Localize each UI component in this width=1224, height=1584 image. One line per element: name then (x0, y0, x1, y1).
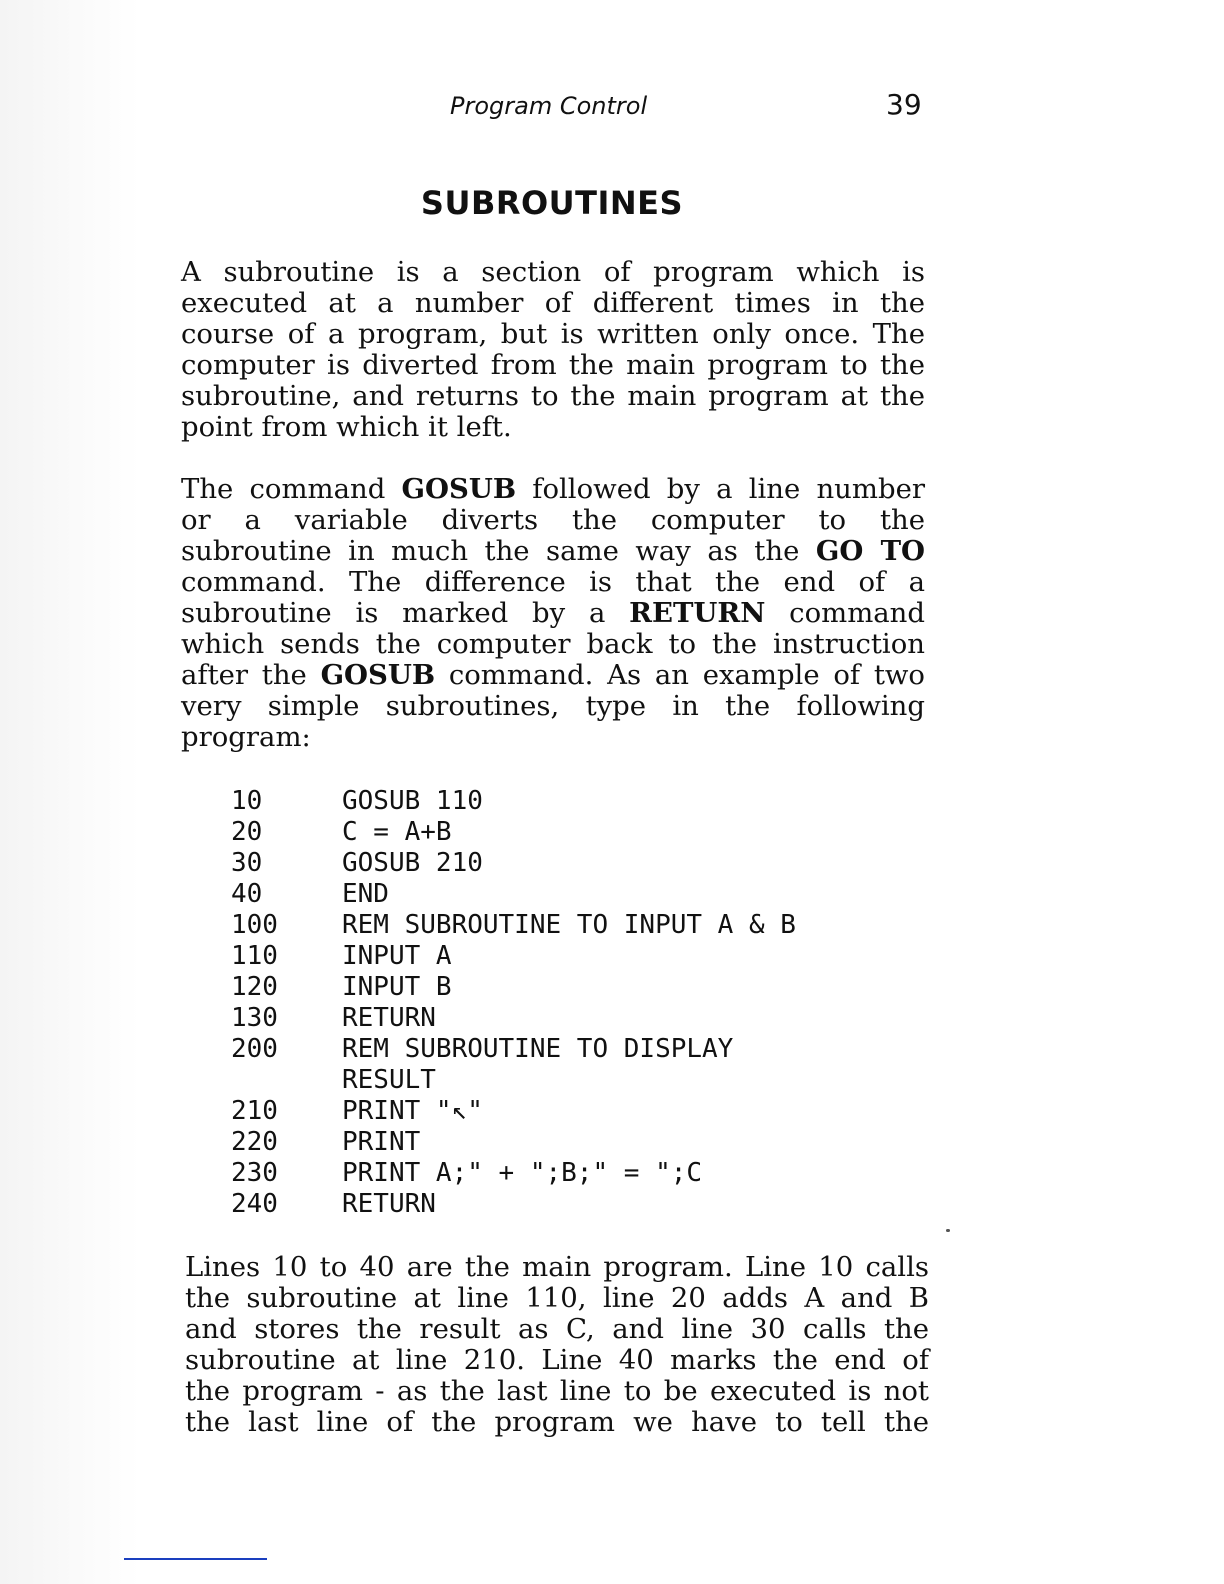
print-speck (946, 1229, 950, 1232)
code-statement: PRINT "↖" (342, 1096, 483, 1126)
code-statement: RESULT (342, 1065, 436, 1095)
code-line (231, 879, 796, 910)
code-statement: RETURN (342, 1189, 436, 1219)
line-number: 40 (231, 879, 263, 909)
code-line (231, 817, 796, 848)
keyword-gosub: GOSUB (401, 473, 517, 505)
text-line: subroutine at line 210. Line 40 marks the end of (185, 1344, 929, 1376)
code-statement: GOSUB 210 (342, 848, 483, 878)
line-number: 220 (231, 1127, 278, 1157)
code-line (231, 1189, 796, 1220)
code-statement: END (342, 879, 389, 909)
text-line: or a variable diverts the computer to the (181, 504, 925, 536)
text-line: course of a program, but is written only once. The (181, 318, 925, 350)
code-line (231, 1158, 796, 1189)
code-line (231, 848, 796, 879)
code-statement: INPUT B (342, 972, 452, 1002)
line-number: 100 (231, 910, 278, 940)
text-line: and stores the result as C, and line 30 calls the (185, 1313, 929, 1345)
keyword-goto: GO TO (815, 535, 925, 567)
text-line: The command GOSUB followed by a line number (181, 473, 925, 505)
code-statement: REM SUBROUTINE TO INPUT A & B (342, 910, 796, 940)
line-number: 120 (231, 972, 278, 1002)
page-number: 39 (886, 88, 922, 121)
line-number: 210 (231, 1096, 278, 1126)
text-line: the subroutine at line 110, line 20 adds A and B (185, 1282, 929, 1314)
running-head: Program Control (450, 92, 648, 120)
line-number: 200 (231, 1034, 278, 1064)
code-line (231, 910, 796, 941)
text-line: Lines 10 to 40 are the main program. Line 10 calls (185, 1251, 929, 1283)
paragraph-gosub-explanation (181, 474, 925, 753)
footer-rule (124, 1558, 267, 1560)
code-statement: REM SUBROUTINE TO DISPLAY (342, 1034, 734, 1064)
code-statement: RETURN (342, 1003, 436, 1033)
page-edge-shading (0, 0, 140, 1584)
code-line (231, 941, 796, 972)
text-line: executed at a number of different times in the (181, 287, 925, 319)
line-number: 130 (231, 1003, 278, 1033)
line-number (231, 1065, 342, 1096)
line-number: 20 (231, 817, 263, 847)
code-statement: GOSUB 110 (342, 786, 483, 816)
text-line: the program - as the last line to be executed is not (185, 1375, 929, 1407)
code-line (231, 972, 796, 1003)
text-line: subroutine is marked by a RETURN command (181, 597, 925, 629)
keyword-return: RETURN (629, 597, 766, 629)
paragraph-definition (181, 257, 925, 443)
text-line: program: (181, 721, 311, 753)
line-number: 30 (231, 848, 263, 878)
code-line (231, 1003, 796, 1034)
text-line: the last line of the program we have to tell the (185, 1406, 929, 1438)
code-line (231, 1096, 796, 1127)
keyword-gosub: GOSUB (320, 659, 436, 691)
paragraph-program-explanation (185, 1252, 929, 1438)
code-line (231, 786, 796, 817)
code-statement: PRINT (342, 1127, 421, 1157)
text-line: computer is diverted from the main program to the (181, 349, 925, 381)
code-statement: INPUT A (342, 941, 452, 971)
section-title: SUBROUTINES (420, 184, 684, 222)
text-line: command. The difference is that the end of a (181, 566, 925, 598)
line-number: 240 (231, 1189, 278, 1219)
text-line: very simple subroutines, type in the following (181, 690, 925, 722)
program-listing (231, 786, 796, 1220)
line-number: 10 (231, 786, 263, 816)
text-line: subroutine, and returns to the main program at the (181, 380, 925, 412)
text-line: point from which it left. (181, 411, 512, 443)
text-line: subroutine in much the same way as the GO TO (181, 535, 925, 567)
text-line: A subroutine is a section of program which is (181, 256, 925, 288)
line-number: 110 (231, 941, 278, 971)
code-line (231, 1034, 796, 1065)
line-number: 230 (231, 1158, 278, 1188)
text-line: after the GOSUB command. As an example of two (181, 659, 925, 691)
code-statement: C = A+B (342, 817, 452, 847)
text-line: which sends the computer back to the instruction (181, 628, 925, 660)
code-line (231, 1127, 796, 1158)
code-line (231, 1065, 796, 1096)
code-statement: PRINT A;" + ";B;" = ";C (342, 1158, 703, 1188)
